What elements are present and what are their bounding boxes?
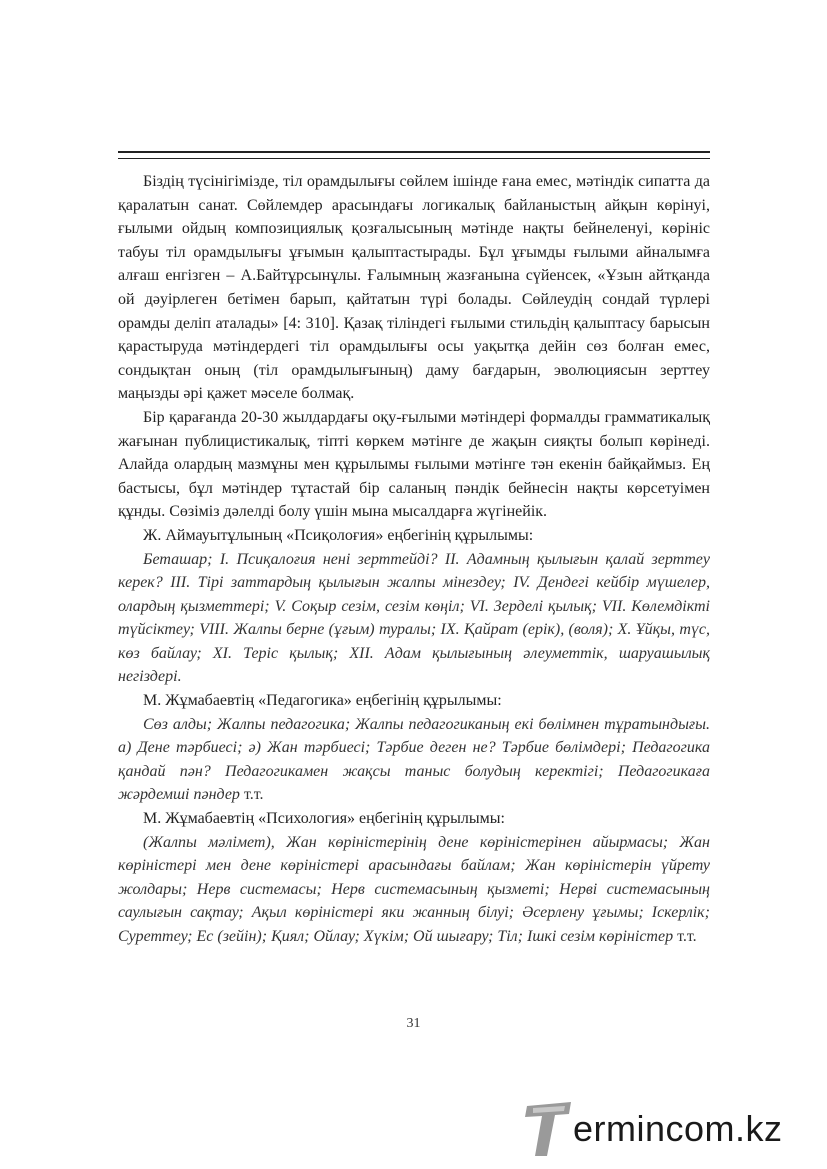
logo-wordmark: ermincom.kz xyxy=(573,1108,783,1149)
heading-zhumabaev-pedagogy: М. Жұмабаевтің «Педагогика» еңбегінің құрылымы: xyxy=(143,692,502,710)
contents-psychology-zhumabaev: (Жалпы мәлімет), Жан көріністерінің дене көріністерінен айырмасы; Жан көріністері мен дене көріністері арасындағы байлам; Жан көріністерін үйрету жолдары; Нерв системасы; Нерв системасының қызметі; Нерві системасының саулығын сақтау; Ақыл көріністері яки жанның білуі; Әсерлену ұғымы; Іскерлік; Суреттеу; Ес (зейін); Қиял; Ойлау; Хүкім; Ой шығару; Тіл; Ішкі сезім көріністер т.т. xyxy=(118,833,710,945)
header-rule-thick xyxy=(118,151,710,153)
body-text xyxy=(118,170,710,949)
page-number: 31 xyxy=(406,1016,421,1031)
logo-t-icon xyxy=(525,1098,573,1158)
paragraph-2: Бір қарағанда 20-30 жылдардағы оқу-ғылыми мәтіндері формалды грамматикалық жағынан публицистикалық, тіпті көркем мәтінге де жақын сияқты болып көрінеді. Алайда олардың мазмұны мен құрылымы ғылыми мәтінге тән екенін байқаймыз. Ең бастысы, бұл мәтіндер тұтастай бір саланың пәндік бейнесін нақты көрсетуімен құнды. Сөзіміз дәлелді болу үшін мына мысалдарға жүгінейік. xyxy=(118,408,710,521)
contents-psychology-aimauytuly: Беташар; I. Псиқалоғия нені зерттейді? II. Адамның қылығын қалай зерттеу керек? III. Тірі заттардың қылығын жалпы мінездеу; IV. Дендегі кейбір мүшелер, олардың қызметтері; V. Соқыр сезім, сезім көңіл; VI. Зерделі қылық; VII. Көлемдікті түйсіктеу; VIII. Жалпы берне (ұғым) туралы; IX. Қайрат (ерік), (воля); X. Ұйқы, түс, көз байлау; XI. Теріс қылық; XII. Адам қылығының әлеуметтік, шаруашылық негіздері. xyxy=(118,550,710,686)
termincom-logo xyxy=(525,1098,825,1158)
paragraph-1: Біздің түсінігімізде, тіл орамдылығы сөйлем ішінде ғана емес, мәтіндік сипатта да қаралатын санат. Сөйлемдер арасындағы логикалық байланыстың айқын көрінуі, ғылыми ойдың композициялық қозғалысының мәтінде нақты бейнеленуі, көрініс табуы тіл орамдылығы ұғымын қалыптастырады. Бұл ұғымды ғылыми айналымға алғаш енгізген – А.Байтұрсынұлы. Ғалымның жазғанына сүйенсек, «Ұзын айтқанда ой дәуірлеген бетімен барып, қайтатын түрі болады. Сөйлеудің сондай түрлері орамды деліп аталады» [4: 310]. Қазақ тіліндегі ғылыми стильдің қалыптасу барысын қарастыруда мәтіндердегі тіл орамдылығы осы уақытқа дейін сөз болған емес, сондықтан оның (тіл орамдылығының) даму бағдарын, эволюциясын зерттеу маңызды әрі қажет мәселе болмақ. xyxy=(118,173,710,403)
heading-zhumabaev-psychology: М. Жұмабаевтің «Психология» еңбегінің құрылымы: xyxy=(143,810,505,828)
contents-pedagogy: Сөз алды; Жалпы педагогика; Жалпы педагогиканың екі бөлімнен тұратындығы. а) Дене тәрбиесі; ә) Жан тәрбиесі; Тәрбие деген не? Тәрбие бөлімдері; Педагогика қандай пән? Педагогикамен жақсы таныс болудың керектігі; Педагогикаға жәрдемші пәндер т.т. xyxy=(118,715,710,804)
heading-aimauytuly: Ж. Аймауытұлының «Псиқолоғия» еңбегінің құрылымы: xyxy=(143,526,534,544)
header-rule-thin xyxy=(118,158,710,159)
